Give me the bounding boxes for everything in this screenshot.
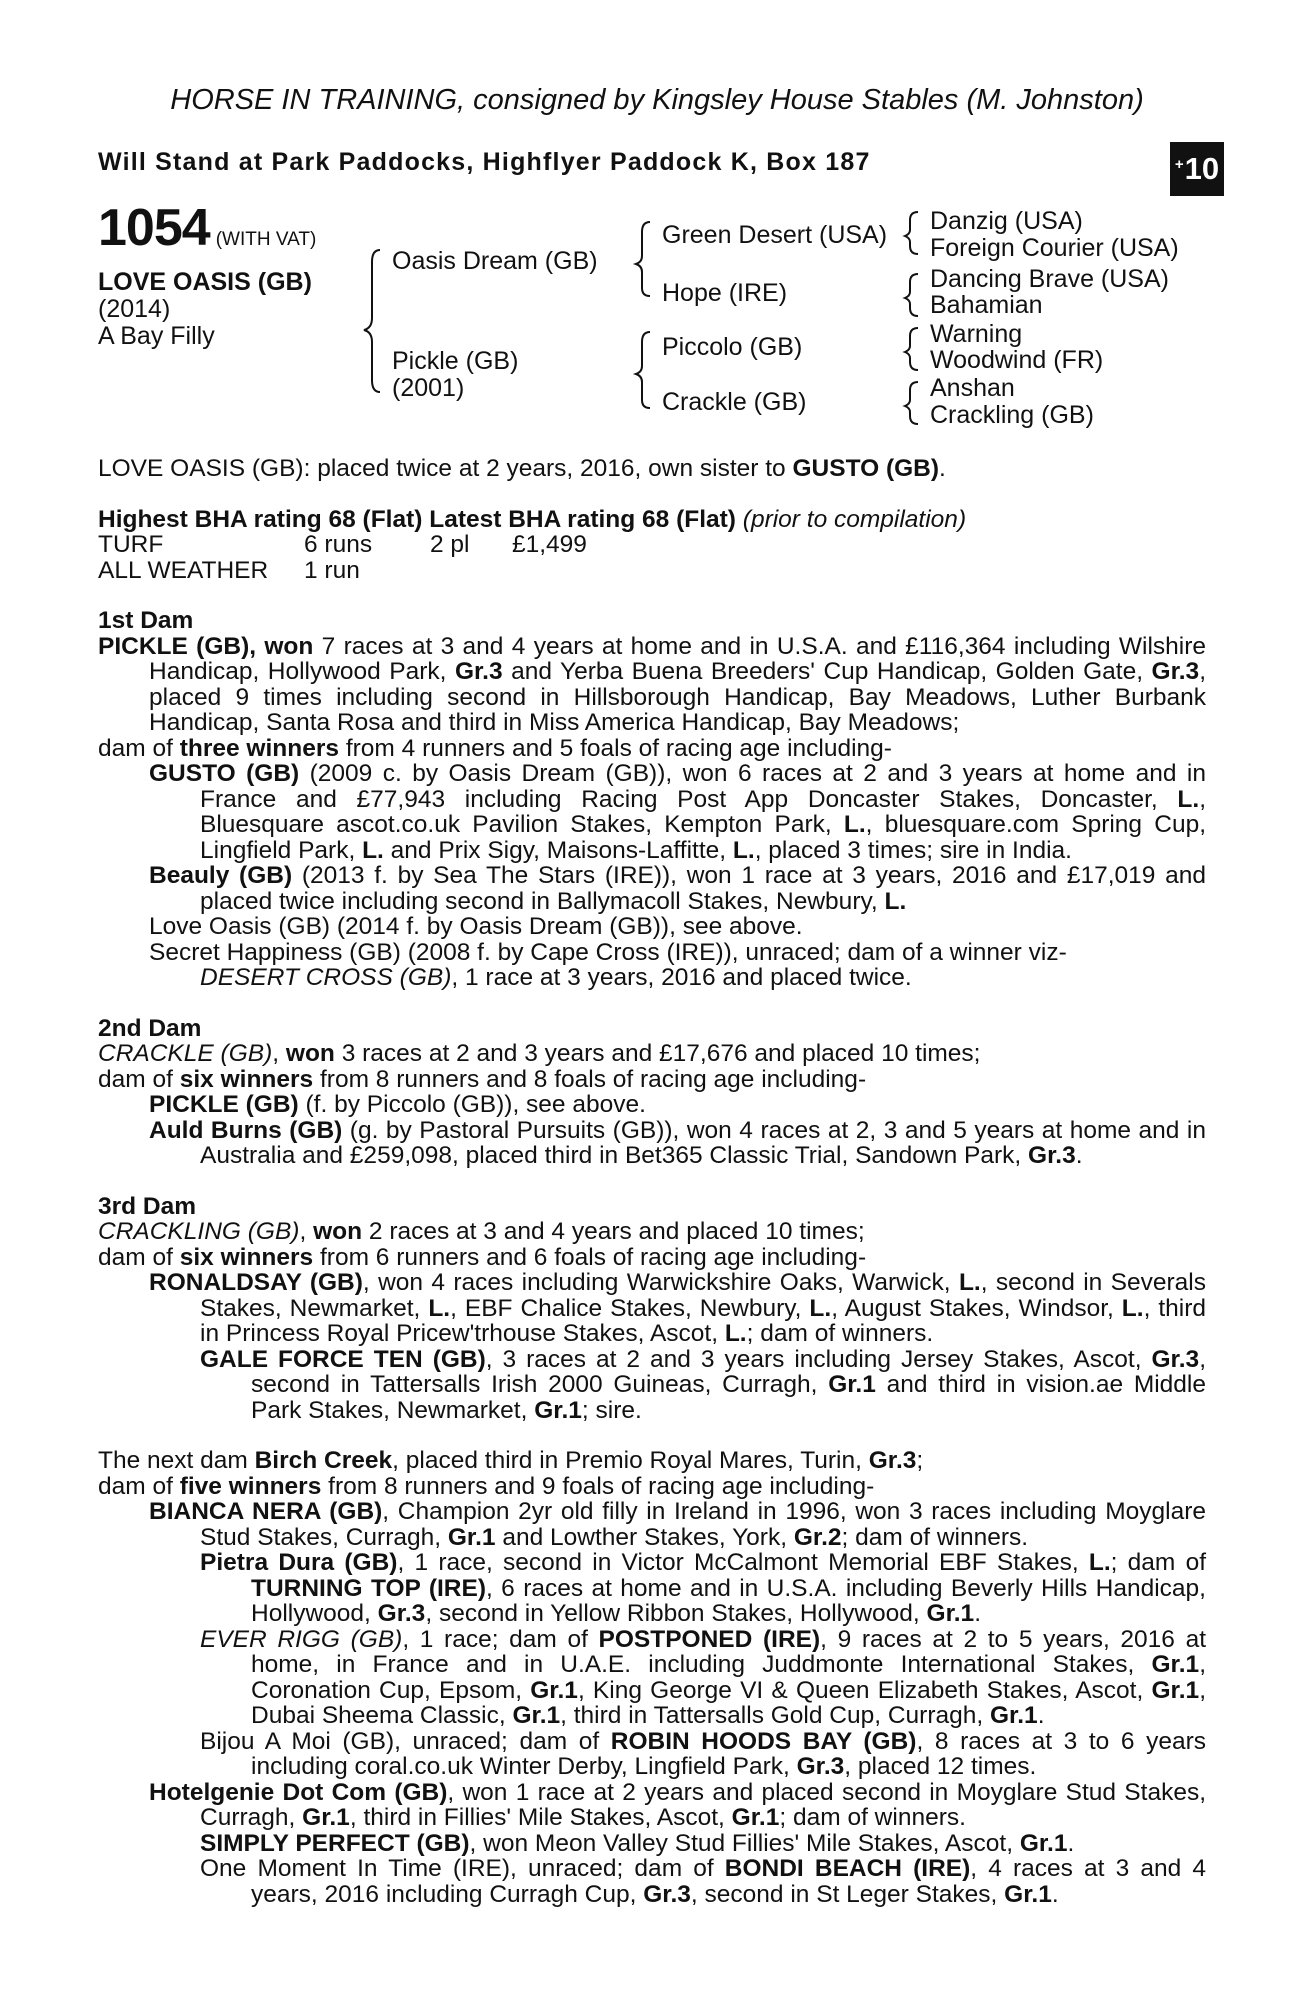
catalogue-body bbox=[98, 456, 1206, 1907]
dam1-record: PICKLE (GB), won 7 races at 3 and 4 years at home and in U.S.A. and £116,364 including Wilshire Handicap, Hollywood Park, Gr.3 and Yerba Buena Breeders' Cup Handicap, Golden Gate, Gr.3, placed 9 times including second in Hillsborough Handicap, Bay Meadows, Luther Burbank Handicap, Santa Rosa and third in Miss America Handicap, Bay Meadows; bbox=[98, 632, 1207, 736]
dam4-record: The next dam Birch Creek, placed third in Premio Royal Mares, Turin, Gr.3; bbox=[98, 1447, 924, 1474]
dam2-produce-pickle: PICKLE (GB) (f. by Piccolo (GB)), see above. bbox=[149, 1091, 646, 1118]
dam1-grand-produce: DESERT CROSS (GB), 1 race at 3 years, 2016 and placed twice. bbox=[200, 964, 912, 991]
pedigree-dam: Pickle (GB) bbox=[392, 347, 519, 375]
dam1-produce-beauly: Beauly (GB) (2013 f. by Sea The Stars (IRE)), won 1 race at 3 years, 2016 and £17,019 and placed twice including second in Ballymacoll Stakes, Newbury, L. bbox=[149, 862, 1207, 915]
dam3-dam-of: dam of six winners from 6 runners and 6 foals of racing age including- bbox=[98, 1243, 867, 1271]
pedigree-ggs: Crackling (GB) bbox=[930, 401, 1094, 429]
dam4-dam-of: dam of five winners from 8 runners and 9 foals of racing age including- bbox=[98, 1472, 875, 1500]
dam4-produce-hotelgenie: Hotelgenie Dot Com (GB), won 1 race at 2 years and placed second in Moyglare Stud Stakes, Curragh, Gr.1, third in Fillies' Mile Stakes, Ascot, Gr.1; dam of winners. bbox=[149, 1778, 1206, 1831]
dam4-produce-simply-perfect: SIMPLY PERFECT (GB), won Meon Valley Stud Fillies' Mile Stakes, Ascot, Gr.1. bbox=[200, 1829, 1075, 1857]
pedigree-gs1: Green Desert (USA) bbox=[662, 221, 888, 249]
lot-number: 1054 bbox=[98, 199, 210, 257]
pedigree-ggs: Dancing Brave (USA) bbox=[930, 265, 1169, 293]
dam4-produce-ever-rigg: EVER RIGG (GB), 1 race; dam of POSTPONED (IRE), 9 races at 2 to 5 years, 2016 at home, in France and in U.A.E. including Juddmonte International Stakes, Gr.1, Coronation Cup, Epsom, Gr.1, King George VI & Queen Elizabeth Stakes, Ascot, Gr.1, Dubai Sheema Classic, Gr.1, third in Tattersalls Gold Cup, Curragh, Gr.1. bbox=[200, 1625, 1207, 1729]
rating-line: Highest BHA rating 68 (Flat) Latest BHA rating 68 (Flat) (prior to compilation) bbox=[98, 505, 967, 533]
dam3-record: CRACKLING (GB), won 2 races at 3 and 4 years and placed 10 times; bbox=[98, 1218, 865, 1245]
page-header: HORSE IN TRAINING, consigned by Kingsley House Stables (M. Johnston) bbox=[170, 84, 1144, 116]
badge-number: 10 bbox=[1184, 151, 1220, 186]
pedigree-ggs: Foreign Courier (USA) bbox=[930, 234, 1179, 262]
horse-year: (2014) bbox=[98, 295, 171, 323]
dam3-produce-gale-force-ten: GALE FORCE TEN (GB), 3 races at 2 and 3 years including Jersey Stakes, Ascot, Gr.3, second in Tattersalls Irish 2000 Guineas, Curragh, Gr.1 and third in vision.ae Middle Park Stakes, Newmarket, Gr.1; sire. bbox=[200, 1345, 1206, 1424]
dam2-produce-auld-burns: Auld Burns (GB) (g. by Pastoral Pursuits (GB)), won 4 races at 2, 3 and 5 years at home and in Australia and £259,098, placed third in Bet365 Classic Trial, Sandown Park, Gr.3. bbox=[149, 1116, 1206, 1169]
badge-mark: + bbox=[1174, 155, 1184, 173]
pedigree-dam-year: (2001) bbox=[392, 374, 465, 402]
aw-record: ALL WEATHER 1 run bbox=[98, 556, 360, 584]
pedigree-sire: Oasis Dream (GB) bbox=[392, 247, 598, 275]
dam1-produce-love-oasis: Love Oasis (GB) (2014 f. by Oasis Dream (GB)), see above. bbox=[149, 913, 803, 940]
dam1-dam-of: dam of three winners from 4 runners and 5 foals of racing age including- bbox=[98, 734, 892, 762]
pedigree-gs2: Hope (IRE) bbox=[662, 279, 788, 307]
vat-note: (WITH VAT) bbox=[215, 229, 317, 250]
dam2-dam-of: dam of six winners from 8 runners and 8 foals of racing age including- bbox=[98, 1065, 867, 1093]
pedigree-ggs: Danzig (USA) bbox=[930, 207, 1083, 235]
pedigree-braces bbox=[0, 0, 1314, 440]
pedigree-ggs: Woodwind (FR) bbox=[930, 346, 1104, 374]
dam4-produce-bijou-a-moi: Bijou A Moi (GB), unraced; dam of ROBIN HOODS BAY (GB), 8 races at 3 to 6 years including coral.co.uk Winter Derby, Lingfield Park, Gr.3, placed 12 times. bbox=[200, 1727, 1206, 1780]
dam1-produce-secret-happiness: Secret Happiness (GB) (2008 f. by Cape Cross (IRE)), unraced; dam of a winner viz- bbox=[149, 938, 1067, 966]
dam2-heading: 2nd Dam bbox=[98, 1014, 202, 1042]
dam1-produce-gusto: GUSTO (GB) (2009 c. by Oasis Dream (GB)), won 6 races at 2 and 3 years at home and in France and £77,943 including Racing Post App Doncaster Stakes, Doncaster, L., Bluesquare ascot.co.uk Pavilion Stakes, Kempton Park, L., bluesquare.com Spring Cup, Lingfield Park, L. and Prix Sigy, Maisons-Laffitte, L., placed 3 times; sire in India. bbox=[149, 760, 1207, 864]
pedigree-ggs: Bahamian bbox=[930, 291, 1043, 319]
horse-name: LOVE OASIS (GB) bbox=[98, 268, 312, 296]
pedigree-gs3: Piccolo (GB) bbox=[662, 333, 803, 361]
dam2-record: CRACKLE (GB), won 3 races at 2 and 3 years and £17,676 and placed 10 times; bbox=[98, 1040, 981, 1067]
dam1-heading: 1st Dam bbox=[98, 607, 194, 634]
dam3-produce-ronaldsay: RONALDSAY (GB), won 4 races including Warwickshire Oaks, Warwick, L., second in Severals Stakes, Newmarket, L., EBF Chalice Stakes, Newbury, L., August Stakes, Windsor, L., third in Princess Royal Pricew'trhouse Stakes, Ascot, L.; dam of winners. bbox=[149, 1269, 1206, 1347]
summary-line: LOVE OASIS (GB): placed twice at 2 years, 2016, own sister to GUSTO (GB). bbox=[98, 455, 946, 482]
turf-record: TURF 6 runs 2 pl £1,499 bbox=[98, 531, 587, 558]
pedigree-ggs: Warning bbox=[930, 320, 1023, 348]
pedigree-gs4: Crackle (GB) bbox=[662, 388, 807, 416]
dam4-produce-one-moment-in-time: One Moment In Time (IRE), unraced; dam of BONDI BEACH (IRE), 4 races at 3 and 4 years, 2016 including Curragh Cup, Gr.3, second in St Leger Stakes, Gr.1. bbox=[200, 1855, 1206, 1908]
pedigree-ggs: Anshan bbox=[930, 374, 1015, 402]
stand-location: Will Stand at Park Paddocks, Highflyer Paddock K, Box 187 bbox=[98, 148, 871, 176]
horse-desc: A Bay Filly bbox=[98, 322, 215, 350]
dam4-produce-pietra-dura: Pietra Dura (GB), 1 race, second in Victor McCalmont Memorial EBF Stakes, L.; dam of TURNING TOP (IRE), 6 races at home and in U.S.A. including Beverly Hills Handicap, Hollywood, Gr.3, second in Yellow Ribbon Stakes, Hollywood, Gr.1. bbox=[200, 1549, 1206, 1627]
dam3-heading: 3rd Dam bbox=[98, 1192, 197, 1220]
dam4-produce-bianca-nera: BIANCA NERA (GB), Champion 2yr old filly in Ireland in 1996, won 3 races including Moyglare Stud Stakes, Curragh, Gr.1 and Lowther Stakes, York, Gr.2; dam of winners. bbox=[149, 1498, 1206, 1551]
